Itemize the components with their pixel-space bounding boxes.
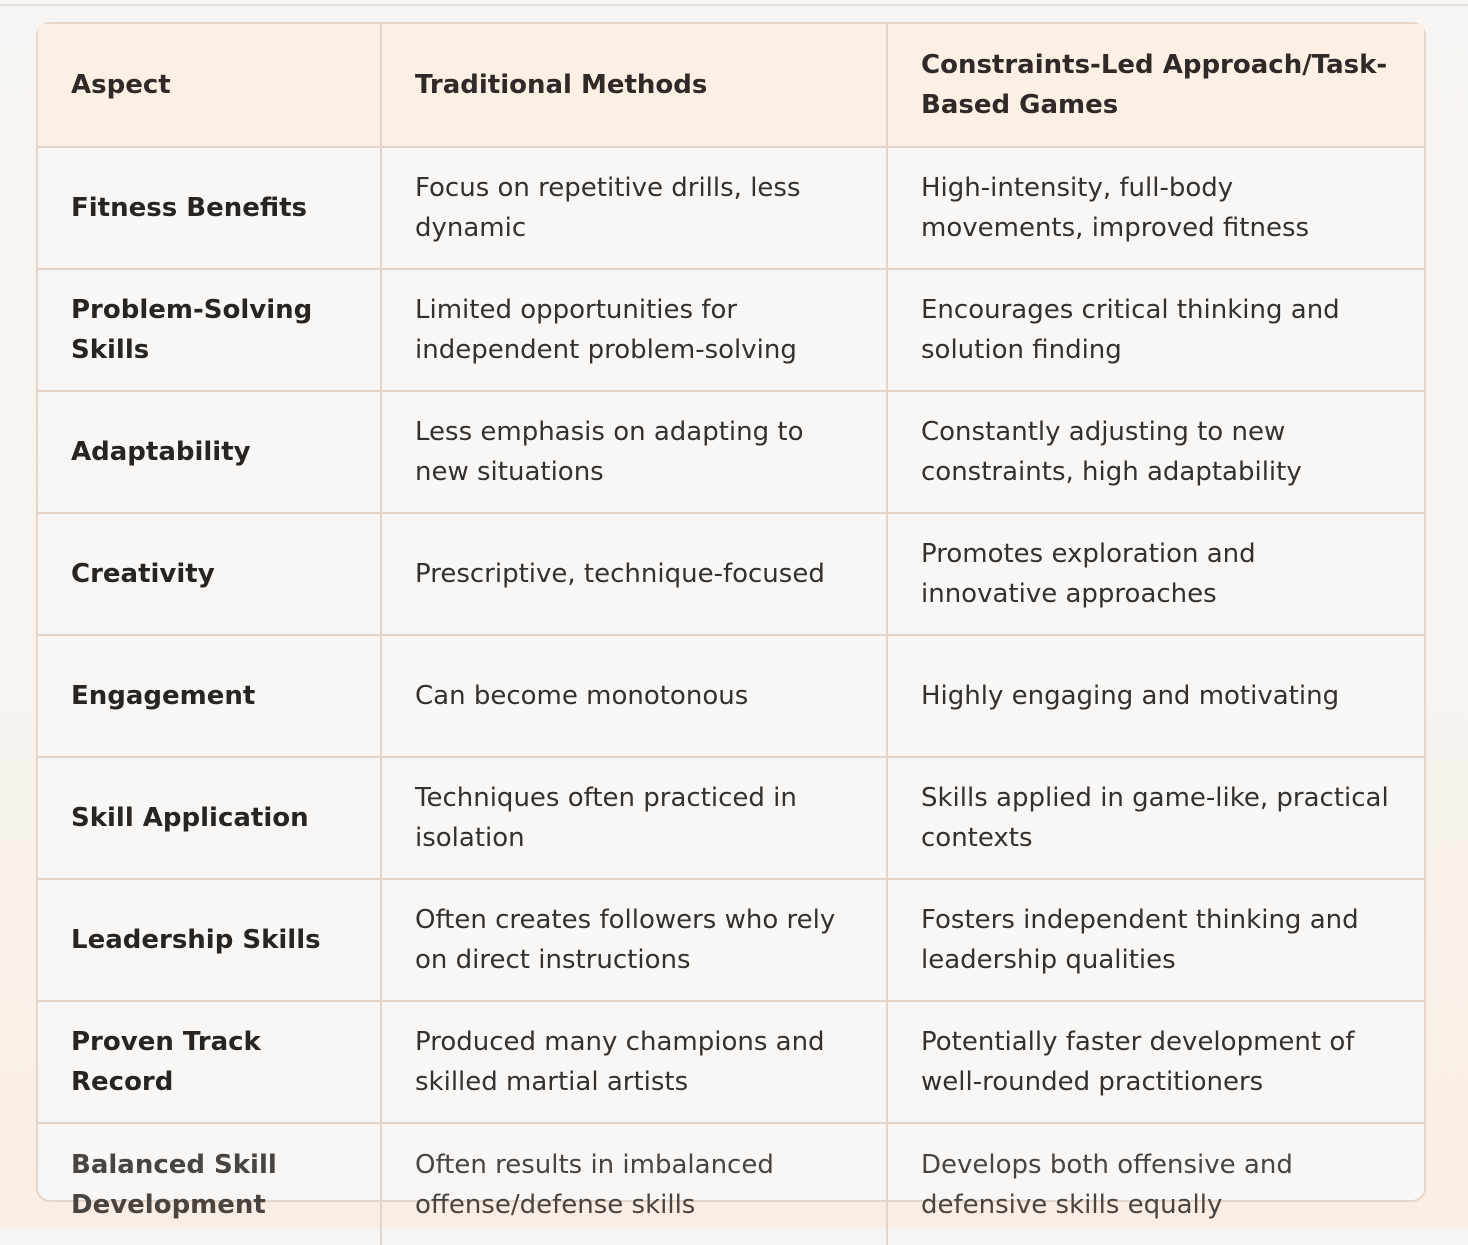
- header-constraints-led-approach: Constraints-Led Approach/Task-Based Games: [887, 24, 1424, 147]
- table-row: [38, 513, 1424, 635]
- table-row: [38, 1123, 1424, 1245]
- aspect-cell: Engagement: [38, 635, 381, 757]
- traditional-cell: Less emphasis on adapting to new situations: [381, 391, 887, 513]
- traditional-cell: Focus on repetitive drills, less dynamic: [381, 147, 887, 269]
- traditional-cell: Techniques often practiced in isolation: [381, 757, 887, 879]
- aspect-cell: Balanced Skill Development: [38, 1123, 381, 1245]
- table-row: [38, 757, 1424, 879]
- comparison-table: [38, 24, 1424, 1245]
- traditional-cell: Limited opportunities for independent problem-solving: [381, 269, 887, 391]
- table-body: [38, 147, 1424, 1245]
- traditional-cell: Often creates followers who rely on direct instructions: [381, 879, 887, 1001]
- constraints-led-cell: Constantly adjusting to new constraints, high adaptability: [887, 391, 1424, 513]
- constraints-led-cell: Highly engaging and motivating: [887, 635, 1424, 757]
- traditional-cell: Often results in imbalanced offense/defense skills: [381, 1123, 887, 1245]
- table-row: [38, 635, 1424, 757]
- constraints-led-cell: Potentially faster development of well-rounded practitioners: [887, 1001, 1424, 1123]
- constraints-led-cell: Skills applied in game-like, practical contexts: [887, 757, 1424, 879]
- table-row: [38, 269, 1424, 391]
- top-divider: [0, 4, 1468, 6]
- header-aspect: Aspect: [38, 24, 381, 147]
- aspect-cell: Skill Application: [38, 757, 381, 879]
- table-row: [38, 391, 1424, 513]
- traditional-cell: Can become monotonous: [381, 635, 887, 757]
- constraints-led-cell: Fosters independent thinking and leadership qualities: [887, 879, 1424, 1001]
- aspect-cell: Adaptability: [38, 391, 381, 513]
- table-row: [38, 1001, 1424, 1123]
- aspect-cell: Proven Track Record: [38, 1001, 381, 1123]
- table-row: [38, 879, 1424, 1001]
- constraints-led-cell: Develops both offensive and defensive skills equally: [921, 1149, 1293, 1220]
- traditional-cell: Prescriptive, technique-focused: [381, 513, 887, 635]
- table-row: [38, 147, 1424, 269]
- constraints-led-cell: Encourages critical thinking and solution finding: [887, 269, 1424, 391]
- comparison-table-container: [36, 22, 1426, 1220]
- traditional-cell: Produced many champions and skilled martial artists: [381, 1001, 887, 1123]
- header-traditional-methods: Traditional Methods: [381, 24, 887, 147]
- header-row: [38, 24, 1424, 147]
- aspect-cell: Leadership Skills: [38, 879, 381, 1001]
- constraints-led-cell: High-intensity, full-body movements, improved fitness: [887, 147, 1424, 269]
- aspect-cell: Creativity: [38, 513, 381, 635]
- aspect-cell: Fitness Benefits: [38, 147, 381, 269]
- table-header: [38, 24, 1424, 147]
- constraints-led-cell: Promotes exploration and innovative approaches: [887, 513, 1424, 635]
- aspect-cell: Problem-Solving Skills: [38, 269, 381, 391]
